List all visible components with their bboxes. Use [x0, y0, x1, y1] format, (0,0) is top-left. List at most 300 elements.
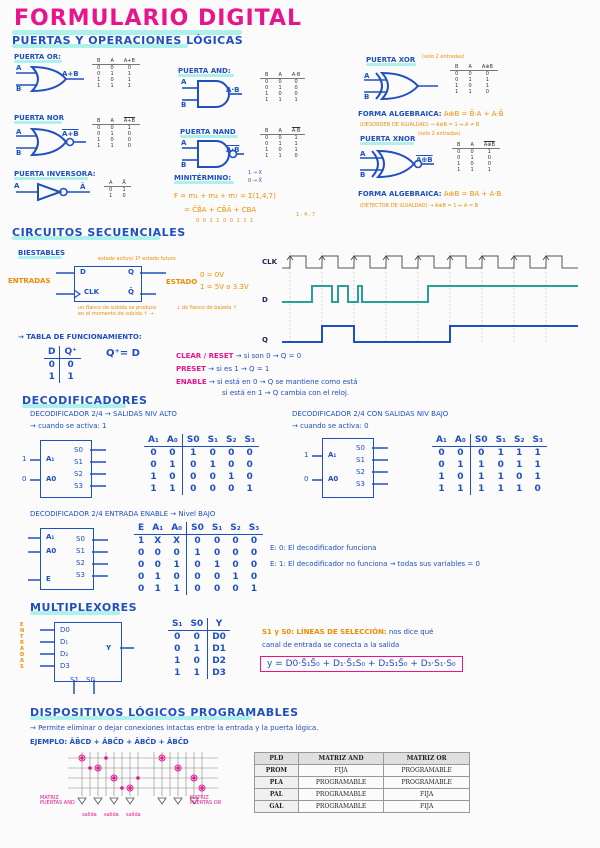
xnor-note: (solo 2 entradas) [418, 131, 461, 137]
cell: FIJA [384, 801, 470, 813]
page-title: FORMULARIO DIGITAL [14, 6, 302, 31]
enable-0-desc: E: 0: El decodificador funciona [270, 544, 377, 552]
section-title-decoders: DECODIFICADORES [22, 394, 148, 407]
cell: 1 [228, 472, 235, 482]
ff-clk: CLK [84, 288, 100, 296]
cell: 0 [455, 71, 459, 77]
cell: PROM [255, 765, 299, 777]
cell: 1 [127, 71, 131, 77]
cell: B [92, 58, 105, 65]
section-title-multiplexers: MULTIPLEXORES [30, 601, 138, 614]
cell: 0 [194, 584, 201, 594]
cell: GAL [255, 801, 299, 813]
cell: 0 [250, 560, 258, 570]
cell: 0 [457, 149, 461, 155]
mini-rule-1: 1 → X [248, 170, 262, 176]
flanco-note-left: un flanco de subida se produce en el momento de subida ↑ → [78, 305, 157, 317]
cell: 0 [451, 447, 470, 460]
tabla-func-label: → TABLA DE FUNCIONAMIENTO: [18, 333, 142, 341]
cell: 0 [138, 560, 145, 570]
cell: 1 [485, 77, 489, 83]
cell: X [154, 536, 162, 546]
cell: S₁ [208, 522, 226, 535]
salida-label-2: salida [104, 812, 119, 818]
timing-d-label: D [262, 296, 268, 304]
cell: 1 [190, 448, 197, 458]
cell: A₀ [451, 434, 470, 447]
dec2-pin-s1: S1 [356, 456, 365, 464]
cell: 0 [110, 77, 114, 83]
cell: 0 [122, 193, 126, 199]
dec2-table [432, 434, 547, 495]
input-a: A [181, 139, 187, 147]
cell: 0 [278, 91, 282, 97]
cell: D [44, 346, 60, 359]
cell: 0 [209, 484, 216, 494]
cell: 1 [516, 448, 523, 458]
cell: PROGRAMABLE [298, 789, 384, 801]
cell: S₁ [204, 434, 222, 447]
input-a: A [181, 78, 187, 86]
cell: A₁ [144, 434, 163, 447]
xor-label: PUERTA XOR [366, 56, 416, 64]
cell: Ā [117, 180, 130, 187]
cell: S0 [182, 434, 203, 447]
cell: 1 [127, 125, 131, 131]
dec1-pin-a1: A₁ [46, 455, 55, 463]
cell: 1 [163, 459, 182, 471]
cell: 1 [265, 153, 269, 159]
cell: 1 [278, 141, 282, 147]
cell: 1 [457, 167, 461, 173]
preset-label: PRESET [176, 365, 206, 373]
cell: 1 [122, 187, 126, 193]
mux-entradas-label: ENTRADAS [20, 622, 25, 670]
nor-label: PUERTA NOR [14, 114, 64, 122]
cell: 1 [468, 77, 472, 83]
dec3-pin-a0: A0 [46, 547, 57, 555]
dec3-pin-s3: S3 [76, 571, 85, 579]
cell: PROGRAMABLE [384, 765, 470, 777]
section-title-sequential: CIRCUITOS SECUENCIALES [12, 226, 186, 239]
cell: 1 [163, 483, 182, 495]
and-label: PUERTA AND: [178, 67, 231, 75]
estado-activo-note: estado activo/ 1º estado futuro [98, 256, 176, 262]
desorden-eq: → A⊕B = 1 ⇔ A ≠ B [430, 122, 480, 128]
dec1-pin-s1: S1 [74, 458, 83, 466]
clear-text: → si son 0 → Q = 0 [235, 352, 302, 360]
xor-form [358, 110, 504, 118]
input-a: A [16, 64, 22, 72]
pld-example: EJEMPLO: ĀB̄CD + ĀBC̄D + ĀBC̄D + ĀBC̄D [30, 738, 189, 746]
cell: 1 [497, 448, 504, 458]
and-truth-table [260, 72, 305, 103]
salida-label-1: salida [82, 812, 97, 818]
cell: 1 [174, 656, 181, 666]
ff-q: Q [128, 268, 134, 276]
cell: 1 [294, 141, 298, 147]
cell: 1 [194, 548, 201, 558]
cell: 1 [127, 77, 131, 83]
cell: S₃ [240, 434, 258, 447]
xnor-truth-table [452, 142, 500, 173]
minitermino-label: MINITÉRMINO: [174, 174, 232, 182]
sel-text-2: canal de entrada se conecta a la salida [262, 641, 400, 649]
cell: MATRIZ OR [384, 753, 470, 765]
preset-line [176, 365, 269, 373]
input-a: A [360, 150, 366, 158]
cell: 1 [186, 643, 207, 655]
cell: 0 [60, 359, 81, 372]
clear-line [176, 352, 301, 360]
cell: D3 [212, 668, 226, 678]
cell: 0 [213, 536, 221, 546]
and-output: A·B [226, 86, 240, 94]
dec2-in-1: 1 [304, 451, 309, 459]
cell: 0 [163, 447, 182, 460]
cell: A [104, 180, 117, 187]
cell: 0 [457, 155, 461, 161]
ff-qbar: Q̄ [128, 288, 134, 296]
cell: 1 [516, 460, 523, 470]
cell: 0 [190, 460, 197, 470]
nand-truth-table [260, 128, 305, 159]
cell: MATRIZ AND [298, 753, 384, 765]
cell: 1 [60, 371, 81, 383]
xnor-desorden [360, 203, 478, 209]
dec3-label: DECODIFICADOR 2/4 ENTRADA ENABLE → Nivel BAJO [30, 510, 216, 518]
cell: A [105, 58, 118, 65]
dec2-pin-a1: A₁ [328, 451, 337, 459]
cell: S₃ [245, 522, 263, 535]
cell: 1 [497, 484, 504, 494]
cell: 0 [246, 460, 253, 470]
cell: 0 [110, 65, 114, 71]
salida-label-3: salida [126, 812, 141, 818]
entradas-label: ENTRADAS [8, 277, 51, 285]
form-label: FORMA ALGEBRAICA: [358, 190, 442, 198]
cell: 1 [470, 167, 474, 173]
cell: S0 [186, 618, 207, 631]
cell: 1 [109, 193, 113, 199]
inv-truth-table [104, 180, 131, 199]
mini-nums: 1 , 4 , 7 [296, 212, 316, 218]
cell: 1 [455, 83, 459, 89]
enable-line [176, 378, 358, 386]
sel-label: S1 y S0: LÍNEAS DE SELECCIÓN: [262, 628, 387, 636]
cell: 0 [194, 536, 201, 546]
dec3-table [134, 522, 263, 595]
cell: 0 [250, 548, 258, 558]
section-title-pld: DISPOSITIVOS LÓGICOS PROGRAMABLES [30, 706, 299, 719]
inv-output: Ā [80, 183, 86, 191]
desorden-eq: → A⊕B = 1 ⇔ A = B [429, 203, 479, 209]
cell: 1 [186, 667, 207, 679]
cell: 0 [246, 472, 253, 482]
input-b: B [16, 85, 22, 93]
cell: 0 [138, 572, 145, 582]
mux-formula: y = D0·S̄₁S̄₀ + D₁·S̄₁S₀ + D₂S₁S̄₀ + D₃·S₁·S₀ [260, 656, 463, 672]
cell: PAL [255, 789, 299, 801]
cell: 0 [485, 89, 489, 95]
dec2-pin-a0: A0 [328, 475, 339, 483]
cell: A⊕B [479, 142, 500, 149]
cell: 0 [470, 149, 474, 155]
dec1-table [144, 434, 259, 495]
cell: Q⁺ [60, 346, 81, 359]
cell: 1 [150, 484, 157, 494]
cell: 0 [167, 547, 186, 559]
cell: A⊕B [477, 64, 498, 71]
cell: 0 [127, 137, 131, 143]
cell: 1 [167, 559, 186, 571]
cell: 0 [468, 83, 472, 89]
cell: 1 [150, 472, 157, 482]
cell: 0 [127, 65, 131, 71]
cell: 0 [154, 548, 161, 558]
cell: 1 [278, 85, 282, 91]
cell: S₃ [528, 434, 546, 447]
cell: 0 [232, 584, 239, 594]
cell: 0 [470, 161, 474, 167]
nor-output: A+B [62, 130, 79, 138]
cell: D1 [212, 644, 226, 654]
cell: FIJA [298, 765, 384, 777]
desorden: (DETECTOR DE IGUALDAD) [360, 203, 428, 209]
cell: A·B [287, 128, 305, 135]
dec3-pin-s2: S2 [76, 559, 85, 567]
cell: A [273, 72, 286, 79]
cell: B [260, 128, 273, 135]
cell: X [167, 535, 186, 548]
mini-eq-2: = C̄B̄A + CB̄Ā + CBA [184, 206, 257, 214]
pld-desc: → Permite eliminar o dejar conexiones intactas entre la entrada y la puerta lógica. [30, 724, 319, 732]
nor-truth-table [92, 118, 140, 149]
cell: 0 [250, 536, 258, 546]
cell: 0 [167, 571, 186, 583]
cell: 0 [127, 143, 131, 149]
timing-clk-label: CLK [262, 258, 278, 266]
cell: A+B [119, 118, 140, 125]
cell: 0 [232, 536, 239, 546]
dec3-pin-s0: S0 [76, 535, 85, 543]
cell: 1 [154, 572, 161, 582]
cell: A [465, 142, 478, 149]
or-label: PUERTA OR: [14, 53, 61, 61]
matrix-and-label: MATRIZ PUERTAS AND [40, 795, 75, 806]
cell: 1 [250, 584, 258, 594]
cell: 1 [174, 668, 181, 678]
dec1-wires [20, 440, 120, 496]
clear-label: CLEAR / RESET [176, 352, 234, 360]
cell: 1 [534, 472, 541, 482]
or-truth-table [92, 58, 140, 89]
xnor-label: PUERTA XNOR [360, 135, 416, 143]
dec2-wires [302, 438, 402, 496]
form-eq: A⊕B = B̄·A + A·B̄ [443, 110, 504, 118]
timing-diagram [282, 250, 582, 345]
cell: 0 [294, 79, 298, 85]
ff-d: D [80, 268, 86, 276]
cell: 0 [97, 125, 101, 131]
cell: 0 [497, 460, 504, 470]
xor-gate-icon [362, 70, 442, 102]
mux-pin-d1: D₁ [60, 638, 69, 646]
state-1: 1 = 5V o 3.3V [200, 283, 249, 291]
biestables-label: BIESTABLES [18, 249, 66, 257]
cell: 1 [138, 536, 145, 546]
mux-pin-s0: S0 [86, 676, 95, 684]
mini-codes: 0 0 1 1 0 0 1 1 1 [196, 218, 255, 224]
dec1-sub: → cuando se activa: 1 [30, 422, 107, 430]
cell: A [105, 118, 118, 125]
dec2-label: DECODIFICADOR 2/4 CON SALIDAS NIV BAJO [292, 410, 449, 418]
cell: 0 [487, 161, 491, 167]
mux-pin-d2: D₂ [60, 650, 69, 658]
input-a: A [16, 128, 22, 136]
cell: 0 [294, 153, 298, 159]
cell: A₀ [167, 522, 186, 535]
matrix-or-label: MATRIZ PUERTAS OR [190, 795, 222, 806]
cell: 1 [265, 97, 269, 103]
cell: 0 [232, 560, 239, 570]
flanco-note-right: ↓ de flanco de bajada ↑ [176, 305, 237, 311]
pld-table [254, 752, 470, 813]
mux-pin-y: Y [106, 644, 112, 652]
cell: 0 [278, 147, 282, 153]
cell: 1 [438, 484, 445, 494]
mux-pin-d3: D3 [60, 662, 70, 670]
cell: 1 [48, 372, 55, 382]
preset-text: → si es 1 → Q = 1 [208, 365, 270, 373]
desorden: (DESORDEN DE IGUALDAD) [360, 122, 429, 128]
cell: 0 [534, 484, 541, 494]
form-label: FORMA ALGEBRAICA: [358, 110, 442, 118]
enable-label: ENABLE [176, 378, 207, 386]
cell: 0 [228, 448, 235, 458]
cell: 0 [487, 155, 491, 161]
cell: 0 [516, 472, 523, 482]
cell: 0 [174, 644, 181, 654]
cell: S₁ [168, 618, 186, 631]
cell: 1 [438, 472, 445, 482]
cell: S₂ [510, 434, 528, 447]
enable-text-1: → si está en 0 → Q se mantiene como está [208, 378, 358, 386]
cell: A [273, 128, 286, 135]
cell: 0 [150, 460, 157, 470]
cell: B [92, 118, 105, 125]
cell: 0 [48, 360, 55, 370]
cell: 0 [138, 584, 145, 594]
mux-sel-desc [262, 628, 433, 636]
cell: 0 [250, 572, 258, 582]
cell: PLD [255, 753, 299, 765]
mux-wires [36, 622, 146, 696]
cell: 0 [213, 572, 221, 582]
or-gate-icon [14, 64, 84, 94]
or-output: A+B [62, 70, 79, 78]
cell: 1 [127, 83, 131, 89]
cell: 0 [190, 472, 197, 482]
cell: 0 [294, 91, 298, 97]
cell: 1 [110, 143, 114, 149]
cell: S₁ [492, 434, 510, 447]
form-eq: A⊕B = BA + A·B [443, 190, 502, 198]
cell: 0 [186, 631, 207, 644]
cell: 0 [127, 131, 131, 137]
dec3-wires [22, 528, 122, 592]
cell: 0 [265, 79, 269, 85]
cell: 1 [451, 483, 470, 495]
cell: B [452, 142, 465, 149]
cell: 0 [468, 71, 472, 77]
cell: Y [208, 618, 230, 631]
cell: 0 [232, 548, 239, 558]
cell: 0 [265, 141, 269, 147]
cell: 0 [209, 472, 216, 482]
cell: 0 [138, 548, 145, 558]
cell: 0 [213, 584, 221, 594]
mux-pin-s1: S1 [70, 676, 79, 684]
cell: 0 [174, 632, 181, 642]
dec1-pin-a0: A0 [46, 475, 57, 483]
xor-desorden [360, 122, 479, 128]
cell: 0 [97, 131, 101, 137]
cell: A₀ [163, 434, 182, 447]
dec2-sub: → cuando se activa: 0 [292, 422, 369, 430]
mux-table [168, 618, 230, 679]
cell: S0 [187, 522, 208, 535]
dec1-pin-s0: S0 [74, 446, 83, 454]
input-b: B [364, 93, 370, 101]
cell: 0 [478, 448, 485, 458]
cell: 1 [265, 147, 269, 153]
cell: 0 [438, 448, 445, 458]
cell: 1 [167, 583, 186, 595]
input-b: B [360, 171, 366, 179]
cell: D0 [212, 632, 226, 642]
nand-gate-icon [180, 138, 260, 170]
cell: 0 [485, 71, 489, 77]
cell: 0 [194, 560, 201, 570]
enable-1-desc: E: 1: El decodificador no funciona → todas sus variables = 0 [270, 560, 480, 568]
cell: 1 [470, 155, 474, 161]
cell: A [463, 64, 476, 71]
xnor-form [358, 190, 501, 198]
cell: 1 [110, 71, 114, 77]
cell: 1 [487, 167, 491, 173]
cell: 0 [109, 187, 113, 193]
cell: 1 [457, 161, 461, 167]
cell: 0 [228, 484, 235, 494]
xnor-output: A⊕B [416, 156, 433, 164]
cell: 0 [97, 65, 101, 71]
cell: 1 [534, 448, 541, 458]
cell: S0 [470, 434, 491, 447]
cell: 0 [110, 137, 114, 143]
cell: 1 [97, 143, 101, 149]
cell: 1 [534, 460, 541, 470]
cell: 1 [110, 131, 114, 137]
cell: 1 [97, 83, 101, 89]
dec2-pin-s3: S3 [356, 480, 365, 488]
d-flipflop-table [44, 346, 81, 383]
cell: 0 [265, 85, 269, 91]
dec3-pin-s1: S1 [76, 547, 85, 555]
cell: 1 [110, 83, 114, 89]
cell: A·B [287, 72, 305, 79]
cell: 0 [228, 460, 235, 470]
